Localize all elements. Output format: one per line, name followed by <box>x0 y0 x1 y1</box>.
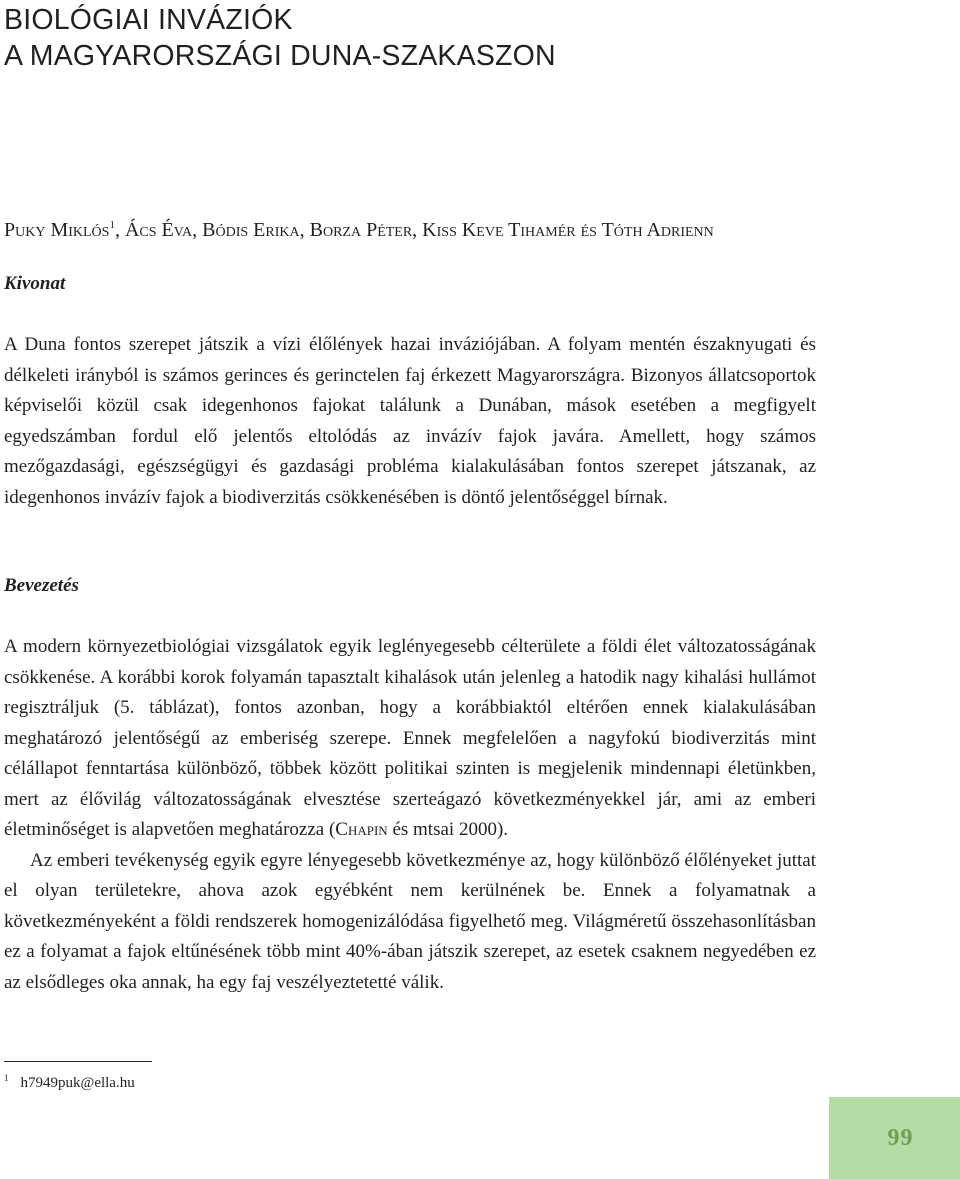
citation-rest: és mtsai 2000). <box>387 819 509 840</box>
title-line-2: A MAGYARORSZÁGI DUNA-SZAKASZON <box>4 40 556 72</box>
footnote-marker: 1 <box>109 219 115 231</box>
introduction-body <box>4 632 816 998</box>
abstract-heading: Kivonat <box>4 273 66 294</box>
co-authors: , Ács Éva, Bódis Erika, Borza Péter, Kiss Keve Tihamér és Tóth Adrienn <box>114 219 714 241</box>
author-list <box>4 212 714 243</box>
introduction-paragraph-1 <box>4 632 816 846</box>
footnote-email: h7949puk@ella.hu <box>20 1075 135 1091</box>
abstract-body <box>4 330 816 513</box>
citation-author: Chapin <box>335 819 388 840</box>
title-line-1: BIOLÓGIAI INVÁZIÓK <box>4 4 293 36</box>
abstract-paragraph: A Duna fontos szerepet játszik a vízi élőlények hazai inváziójában. A folyam mentén északnyugati és délkeleti irányból is számos gerinces és gerinctelen faj érkezett Magyarországra. Bizonyos állatcsoportok képviselői közül csak idegenhonos fajokat találunk a Dunában, mások esetében a megfigyelt egyedszámban fordul elő jelentős eltolódás az invázív fajok javára. Amellett, hogy számos mezőgazdasági, egészségügyi és gazdasági probléma kialakulásában fontos szerepet játszanak, az idegenhonos invázív fajok a biodiverzitás csökkenésében is döntő jelentőséggel bírnak. <box>4 334 816 508</box>
footnote-rule <box>4 1061 152 1062</box>
footnote <box>4 1068 135 1093</box>
paragraph-1-text: A modern környezetbiológiai vizsgálatok egyik leglényegesebb célterülete a földi élet változatosságának csökkenése. A korábbi korok folyamán tapasztalt kihalások után jelenleg a hatodik nagy kihalási hullámot regisztráljuk (5. táblázat), fontos azonban, hogy a korábbiaktól eltérően ennek kialakulásában meghatározó jelentőségű az emberiség szerepe. Ennek megfelelően a nagyfokú biodiverzitás mint célállapot fenntartása különböző, többek között politikai szinten is megjelenik mindennapi életünkben, mert az élővilág változatosságának elvesztése szerteágazó következményekkel jár, ami az emberi életminőséget is alapvetően meghatározza ( <box>4 636 816 840</box>
footnote-number: 1 <box>4 1073 9 1083</box>
paper-title <box>4 2 556 74</box>
first-author: Puky Miklós <box>4 219 110 241</box>
introduction-paragraph-2: Az emberi tevékenység egyik egyre lényegesebb következménye az, hogy különböző élőlényeket juttat el olyan területekre, ahova azok egyébként nem kerülnének be. Ennek a folyamatnak a következményeként a földi rendszerek homogenizálódása figyelhető meg. Világméretű összehasonlításban ez a folyamat a fajok eltűnésének több mint 40%-ában játszik szerepet, az esetek csaknem negyedében ez az elsődleges oka annak, ha egy faj veszélyeztetetté válik. <box>4 849 816 993</box>
page-number-box <box>829 1097 960 1179</box>
introduction-heading: Bevezetés <box>4 575 79 596</box>
page-number: 99 <box>887 1124 914 1151</box>
